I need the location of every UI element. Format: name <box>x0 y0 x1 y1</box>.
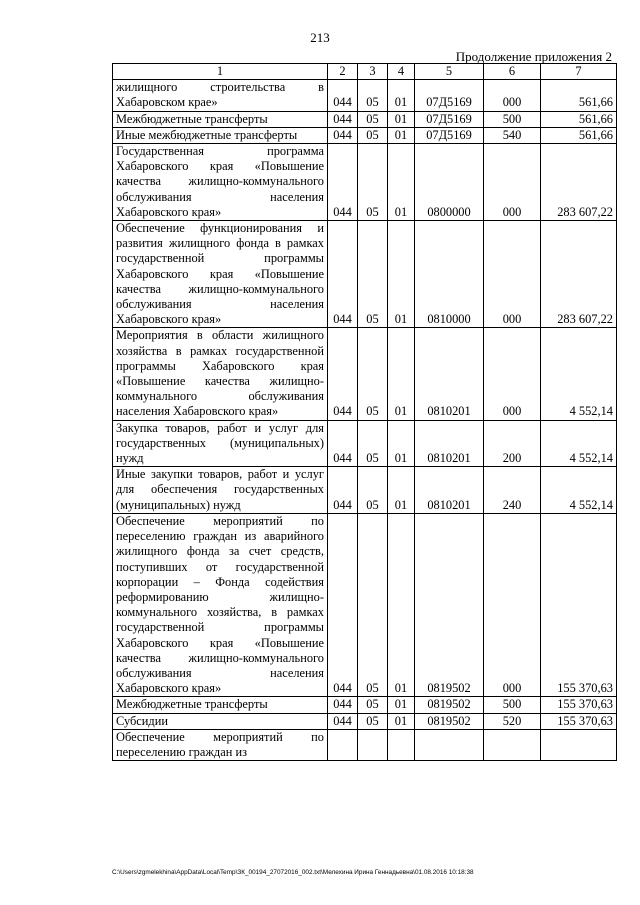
column-header: 6 <box>484 64 541 80</box>
row-code-cell: 044 <box>328 127 358 143</box>
row-type-cell: 540 <box>484 127 541 143</box>
row-amount-cell: 4 552,14 <box>541 467 617 514</box>
row-section-cell: 05 <box>358 713 388 729</box>
row-target-cell: 0810000 <box>415 221 484 328</box>
row-name-cell: Мероприятия в области жилищного хозяйства в рамках государственной программы Хабаровского края «Повышение качества жилищно-коммунального обслуживания населения Хабаровского края» <box>113 328 328 420</box>
row-section-cell <box>358 729 388 760</box>
row-amount-cell: 283 607,22 <box>541 144 617 221</box>
row-subsection-cell: 01 <box>388 328 415 420</box>
row-amount-cell: 561,66 <box>541 80 617 111</box>
row-type-cell: 000 <box>484 328 541 420</box>
row-name-cell: Закупка товаров, работ и услуг для государственных (муниципальных) нужд <box>113 420 328 467</box>
row-section-cell: 05 <box>358 127 388 143</box>
row-type-cell: 000 <box>484 221 541 328</box>
row-target-cell: 0810201 <box>415 420 484 467</box>
row-amount-cell: 4 552,14 <box>541 420 617 467</box>
row-code-cell: 044 <box>328 513 358 696</box>
table-row <box>113 111 617 127</box>
row-section-cell: 05 <box>358 80 388 111</box>
row-section-cell: 05 <box>358 221 388 328</box>
row-subsection-cell: 01 <box>388 513 415 696</box>
row-section-cell: 05 <box>358 697 388 713</box>
table-row <box>113 328 617 420</box>
row-code-cell: 044 <box>328 144 358 221</box>
row-subsection-cell: 01 <box>388 697 415 713</box>
row-target-cell: 0800000 <box>415 144 484 221</box>
table-row <box>113 513 617 696</box>
row-amount-cell: 561,66 <box>541 111 617 127</box>
row-code-cell: 044 <box>328 221 358 328</box>
row-subsection-cell: 01 <box>388 420 415 467</box>
row-subsection-cell: 01 <box>388 80 415 111</box>
table-row <box>113 144 617 221</box>
table-row <box>113 127 617 143</box>
row-subsection-cell: 01 <box>388 713 415 729</box>
row-code-cell: 044 <box>328 697 358 713</box>
row-code-cell: 044 <box>328 328 358 420</box>
row-subsection-cell: 01 <box>388 127 415 143</box>
row-code-cell: 044 <box>328 111 358 127</box>
table-row <box>113 467 617 514</box>
row-target-cell: 07Д5169 <box>415 127 484 143</box>
row-code-cell: 044 <box>328 467 358 514</box>
column-header: 2 <box>328 64 358 80</box>
row-name-cell: Обеспечение мероприятий по переселению граждан из <box>113 729 328 760</box>
row-type-cell: 520 <box>484 713 541 729</box>
row-amount-cell <box>541 729 617 760</box>
row-name-cell: Межбюджетные трансферты <box>113 111 328 127</box>
table-header-row <box>113 64 617 80</box>
row-section-cell: 05 <box>358 328 388 420</box>
row-section-cell: 05 <box>358 111 388 127</box>
row-code-cell <box>328 729 358 760</box>
file-path-footer: C:\Users\zgmelekhina\AppData\Local\Temp\ЗК_00194_27072016_002.txt\Мелехина Ирина Геннадьевна\01.08.2016 10:18:38 <box>112 869 474 876</box>
row-section-cell: 05 <box>358 144 388 221</box>
row-type-cell: 500 <box>484 697 541 713</box>
column-header: 4 <box>388 64 415 80</box>
row-type-cell <box>484 729 541 760</box>
table-row <box>113 697 617 713</box>
row-name-cell: Обеспечение функционирования и развития жилищного фонда в рамках государственной программы Хабаровского края «Повышение качества жилищно-коммунального обслуживания населения Хабаровского края» <box>113 221 328 328</box>
row-name-cell: Субсидии <box>113 713 328 729</box>
row-section-cell: 05 <box>358 467 388 514</box>
continuation-label: Продолжение приложения 2 <box>455 49 612 64</box>
table-row <box>113 221 617 328</box>
row-subsection-cell: 01 <box>388 144 415 221</box>
row-type-cell: 240 <box>484 467 541 514</box>
row-name-cell: Обеспечение мероприятий по переселению граждан из аварийного жилищного фонда за счет средств, поступивших от государственной корпорации – Фонда содействия реформированию жилищно-коммунального хозяйства, в рамках государственной программы Хабаровского края «Повышение качества жилищно-коммунального обслуживания населения Хабаровского края» <box>113 513 328 696</box>
row-target-cell: 0810201 <box>415 467 484 514</box>
column-header: 1 <box>113 64 328 80</box>
row-type-cell: 000 <box>484 144 541 221</box>
row-code-cell: 044 <box>328 420 358 467</box>
row-target-cell <box>415 729 484 760</box>
row-section-cell: 05 <box>358 513 388 696</box>
row-type-cell: 000 <box>484 513 541 696</box>
row-amount-cell: 4 552,14 <box>541 328 617 420</box>
table-row <box>113 80 617 111</box>
table-row <box>113 729 617 760</box>
row-type-cell: 500 <box>484 111 541 127</box>
row-code-cell: 044 <box>328 80 358 111</box>
row-subsection-cell <box>388 729 415 760</box>
row-target-cell: 07Д5169 <box>415 80 484 111</box>
row-amount-cell: 155 370,63 <box>541 713 617 729</box>
table-row <box>113 420 617 467</box>
row-name-cell: Межбюджетные трансферты <box>113 697 328 713</box>
column-header: 7 <box>541 64 617 80</box>
row-name-cell: Иные закупки товаров, работ и услуг для обеспечения государственных (муниципальных) нужд <box>113 467 328 514</box>
row-name-cell: Иные межбюджетные трансферты <box>113 127 328 143</box>
row-target-cell: 07Д5169 <box>415 111 484 127</box>
row-code-cell: 044 <box>328 713 358 729</box>
row-subsection-cell: 01 <box>388 111 415 127</box>
row-amount-cell: 283 607,22 <box>541 221 617 328</box>
column-header: 3 <box>358 64 388 80</box>
row-name-cell: жилищного строительства в Хабаровском крае» <box>113 80 328 111</box>
row-amount-cell: 561,66 <box>541 127 617 143</box>
row-type-cell: 000 <box>484 80 541 111</box>
page-number: 213 <box>310 30 330 45</box>
column-header: 5 <box>415 64 484 80</box>
row-subsection-cell: 01 <box>388 467 415 514</box>
row-amount-cell: 155 370,63 <box>541 697 617 713</box>
table-row <box>113 713 617 729</box>
row-amount-cell: 155 370,63 <box>541 513 617 696</box>
row-section-cell: 05 <box>358 420 388 467</box>
row-target-cell: 0819502 <box>415 697 484 713</box>
row-subsection-cell: 01 <box>388 221 415 328</box>
row-name-cell: Государственная программа Хабаровского края «Повышение качества жилищно-коммунального обслуживания населения Хабаровского края» <box>113 144 328 221</box>
row-target-cell: 0810201 <box>415 328 484 420</box>
table-body <box>113 64 617 761</box>
row-target-cell: 0819502 <box>415 713 484 729</box>
row-target-cell: 0819502 <box>415 513 484 696</box>
row-type-cell: 200 <box>484 420 541 467</box>
budget-table <box>112 63 617 761</box>
